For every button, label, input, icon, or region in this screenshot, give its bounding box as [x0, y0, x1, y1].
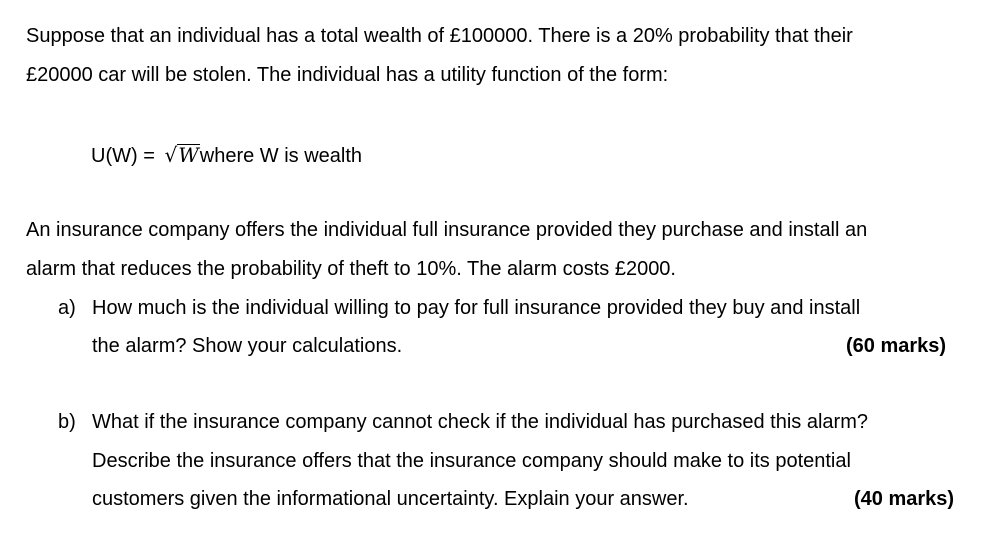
offer-line-2: alarm that reduces the probability of theft to 10%. The alarm costs £2000.	[26, 258, 676, 280]
question-b-line-3: customers given the informational uncertainty. Explain your answer.	[92, 488, 689, 510]
offer-line-1: An insurance company offers the individual full insurance provided they purchase and install an	[26, 219, 868, 241]
question-a-letter: a)	[58, 297, 76, 319]
utility-formula	[91, 143, 362, 168]
sqrt-expression	[164, 143, 199, 168]
intro-line-2: £20000 car will be stolen. The individual has a utility function of the form:	[26, 64, 669, 86]
question-b-letter: b)	[58, 411, 76, 433]
question-b-line-2: Describe the insurance offers that the insurance company should make to its potential	[92, 450, 851, 472]
question-b-marks: (40 marks)	[854, 488, 955, 510]
radicand: W	[178, 143, 199, 167]
radical-sign: √	[164, 143, 178, 167]
question-a-line-2: the alarm? Show your calculations.	[92, 335, 403, 357]
formula-rest: where W is wealth	[199, 145, 363, 167]
formula-lhs: U(W) =	[91, 145, 161, 167]
question-a-marks: (60 marks)	[846, 335, 947, 357]
intro-line-1: Suppose that an individual has a total wealth of £100000. There is a 20% probability that their	[26, 25, 853, 47]
question-b-line-1: What if the insurance company cannot check if the individual has purchased this alarm?	[92, 411, 868, 433]
question-a-line-1: How much is the individual willing to pay for full insurance provided they buy and install	[92, 297, 861, 319]
